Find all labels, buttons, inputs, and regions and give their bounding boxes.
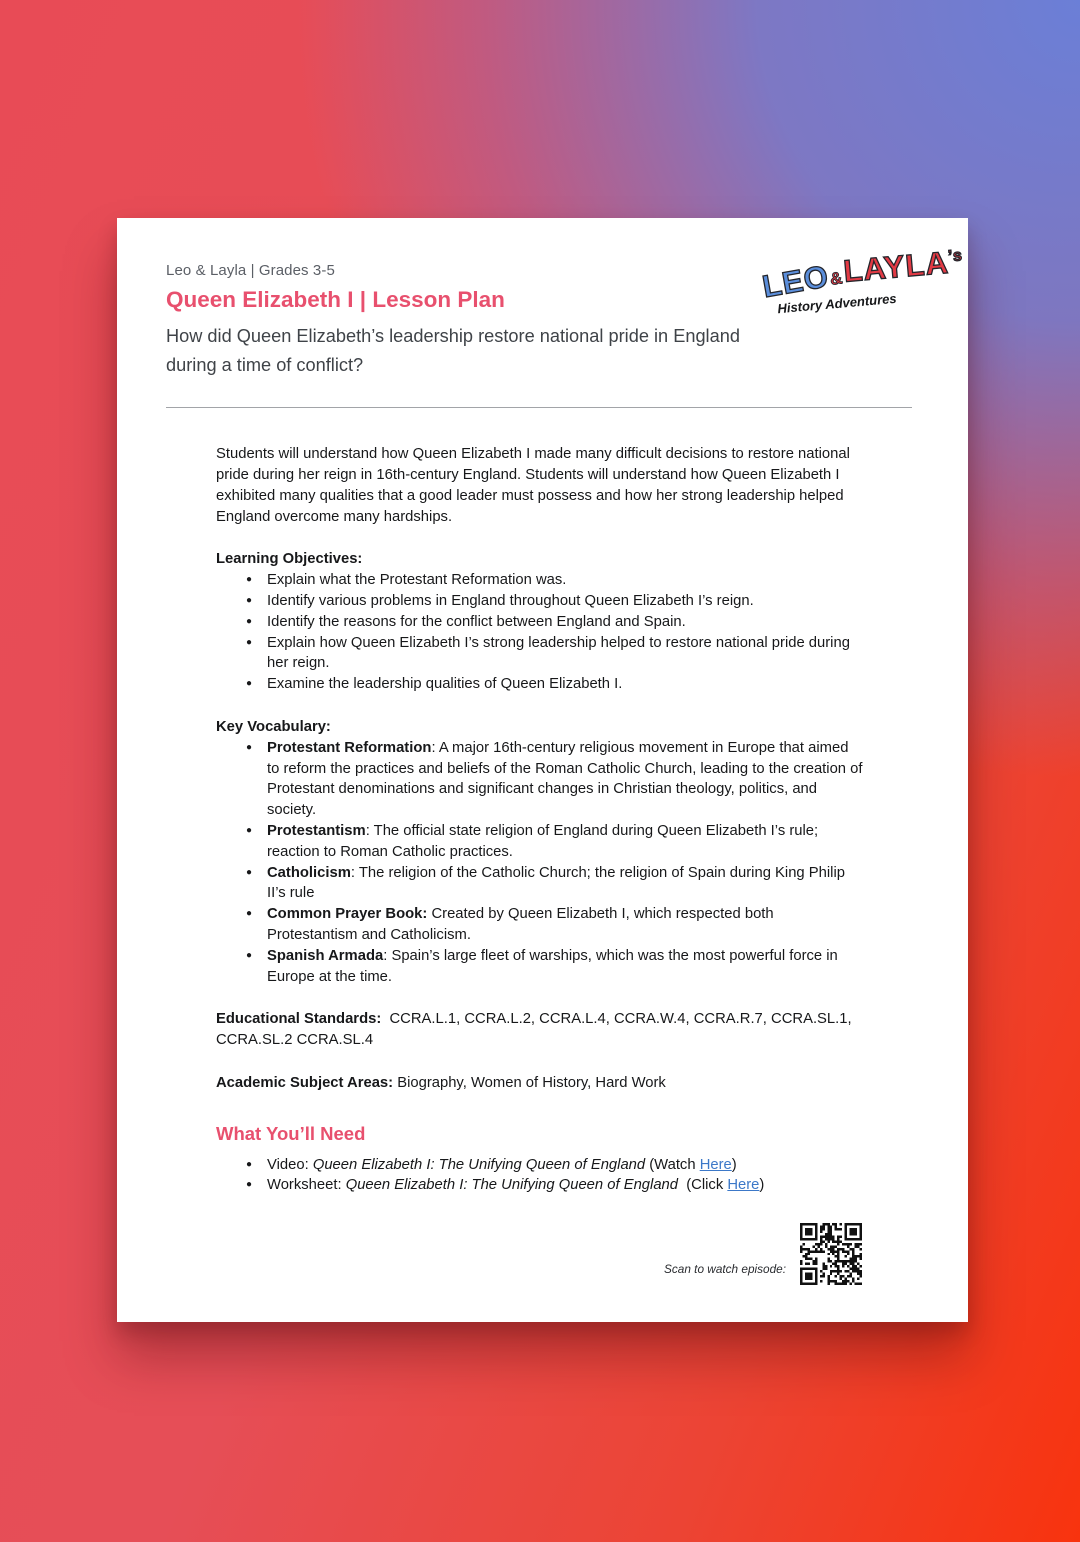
watch-here-link[interactable]: Here — [699, 1156, 732, 1173]
list-item: ● Protestant Reformation: A major 16th-century religious movement in Europe that aimed to reform the practices and beliefs of the Roman Catholic Church, leading to the creation of Protestant denominations and significant changes in Christian theology, politics, and society. — [246, 739, 867, 819]
logo-word-layla: $LAYLA^{’s}$ — [842, 244, 964, 289]
bullet-icon: ● — [246, 741, 253, 753]
logo-word-leo: LEO — [759, 258, 832, 305]
logo-suffix: ’s — [947, 247, 964, 266]
qr-code — [800, 1222, 862, 1286]
document-header — [166, 244, 964, 380]
what-youll-need-section — [216, 1124, 864, 1196]
what-youll-need-list — [216, 1155, 864, 1197]
document-page — [117, 218, 968, 1322]
bullet-icon: ● — [246, 1158, 253, 1170]
bullet-icon: ● — [246, 866, 253, 878]
vocab-definition: Created by Queen Elizabeth I, which respected both Protestantism and Catholicism. — [267, 906, 778, 943]
list-item: ● Spanish Armada: Spain’s large fleet of warships, which was the most powerful force in Europe at the time. — [246, 947, 842, 985]
logo-tagline: History Adventures — [776, 290, 898, 317]
vocab-definition: A major 16th-century religious movement in Europe that aimed to reform the practices and beliefs of the Roman Catholic Church, leading to the creation of Protestant denominations and significant changes in Christian theology, politics, and society. — [267, 739, 867, 819]
list-item: ● Examine the leadership qualities of Queen Elizabeth I. — [216, 674, 864, 695]
what-youll-need-heading: What You’ll Need — [216, 1122, 366, 1144]
key-vocabulary-list — [216, 738, 867, 988]
list-item: ● Identify the reasons for the conflict between England and Spain. — [216, 612, 864, 633]
list-item — [216, 904, 864, 946]
bullet-icon: ● — [246, 615, 253, 627]
vocab-term: Protestant Reformation — [267, 739, 432, 756]
educational-standards-value: CCRA.L.1, CCRA.L.2, CCRA.L.4, CCRA.W.4, CCRA.R.7, CCRA.SL.1, CCRA.SL.2 CCRA.SL.4 — [216, 1011, 856, 1049]
logo-ampersand: & — [828, 268, 845, 289]
key-vocabulary-section — [216, 717, 867, 987]
page-title: Queen Elizabeth I | Lesson Plan — [166, 287, 505, 312]
worksheet-title: Queen Elizabeth I: The Unifying Queen of England — [345, 1177, 679, 1194]
learning-objectives-heading: Learning Objectives: — [216, 551, 363, 568]
intro-paragraph: Students will understand how Queen Elizabeth I made many difficult decisions to restore national pride during her reign in 16th-century England. Students will understand how Queen Elizabeth I exhibited many qualities that a good leader must possess and how her strong leadership helped England overcome many hardships. — [216, 446, 855, 525]
bullet-icon: ● — [246, 574, 253, 586]
vocab-definition: The religion of the Catholic Church; the religion of Spain during King Philip II’s rule — [267, 864, 850, 902]
qr-section — [216, 1222, 864, 1286]
academic-subject-areas — [216, 1073, 864, 1094]
click-here-link[interactable]: Here — [727, 1177, 760, 1194]
document-body — [216, 444, 867, 1286]
list-item: ● Protestantism: The official state religion of England during Queen Elizabeth I’s rule; reaction to Roman Catholic practices. — [246, 823, 823, 860]
bullet-icon: ● — [246, 678, 253, 690]
educational-standards-label: Educational Standards: — [216, 1011, 382, 1028]
list-item: ● Explain what the Protestant Reformation was. — [216, 570, 864, 591]
list-item: ● Worksheet: Queen Elizabeth I: The Unifying Queen of England (Click Here) — [216, 1175, 864, 1196]
vocab-term: Common Prayer Book: — [267, 906, 428, 923]
vocab-definition: The official state religion of England during Queen Elizabeth I’s rule; reaction to Roman Catholic practices. — [267, 823, 823, 860]
academic-subject-areas-value: Biography, Women of History, Hard Work — [393, 1074, 666, 1091]
vocab-definition: Spain’s large fleet of warships, which was the most powerful force in Europe at the time. — [267, 947, 842, 985]
academic-subject-areas-label: Academic Subject Areas: — [216, 1074, 394, 1091]
vocab-term: Protestantism — [267, 823, 366, 839]
educational-standards — [216, 1009, 864, 1051]
essential-question: How did Queen Elizabeth’s leadership restore national pride in England during a time of conflict? — [166, 326, 740, 376]
header-text-block — [166, 262, 762, 380]
list-item: ● Explain how Queen Elizabeth I’s strong leadership helped to restore national pride during her reign. — [246, 634, 855, 672]
leo-and-layla-logo — [759, 244, 964, 317]
bullet-icon: ● — [246, 908, 253, 920]
vocab-term: Catholicism — [267, 864, 351, 881]
qr-caption: Scan to watch episode: — [664, 1262, 786, 1277]
video-title: Queen Elizabeth I: The Unifying Queen of England — [312, 1156, 646, 1173]
list-item: ● Catholicism: The religion of the Catholic Church; the religion of Spain during King Philip II’s rule — [246, 864, 850, 902]
learning-objectives-section — [216, 549, 864, 695]
bullet-icon: ● — [246, 1179, 253, 1191]
bullet-icon: ● — [246, 825, 253, 836]
bullet-icon: ● — [246, 595, 253, 607]
learning-objectives-list — [216, 570, 864, 695]
list-item: ● Video: Queen Elizabeth I: The Unifying Queen of England (Watch Here) — [216, 1155, 864, 1176]
bullet-icon: ● — [246, 636, 253, 648]
list-item: ● Identify various problems in England throughout Queen Elizabeth I’s reign. — [216, 591, 864, 612]
bullet-icon: ● — [246, 949, 253, 961]
header-divider — [166, 407, 912, 408]
key-vocabulary-heading: Key Vocabulary: — [216, 719, 331, 736]
vocab-term: Spanish Armada — [267, 947, 384, 964]
brand-line: Leo & Layla | Grades 3-5 — [166, 262, 335, 279]
